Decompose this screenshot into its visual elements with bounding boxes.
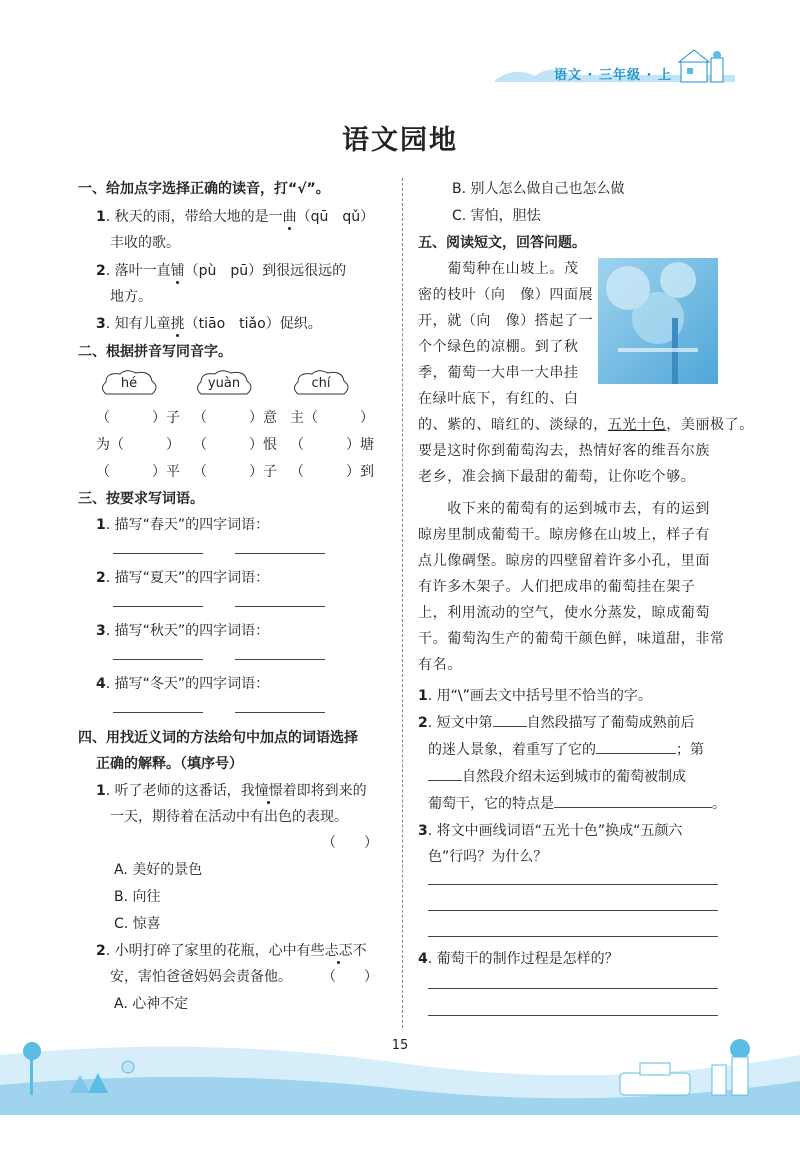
s4-question-2-cont: 安，害怕爸爸妈妈会责备他。 bbox=[110, 969, 292, 985]
homophone-cell[interactable]: （ ）子 bbox=[96, 410, 180, 426]
reading-question-2-cont: 自然段介绍未运到城市的葡萄被制成 bbox=[428, 766, 686, 786]
answer-line[interactable] bbox=[113, 553, 203, 554]
footer-wave-decoration bbox=[0, 1015, 800, 1115]
answer-line[interactable] bbox=[113, 659, 203, 660]
pinyin-cloud-he: hé bbox=[98, 368, 160, 402]
homophone-cell[interactable]: （ ）恨 bbox=[193, 437, 277, 453]
blank[interactable] bbox=[428, 780, 462, 781]
column-divider bbox=[402, 178, 403, 1028]
answer-line[interactable] bbox=[428, 884, 718, 885]
section-1-heading: 一、给加点字选择正确的读音，打“√”。 bbox=[78, 181, 330, 197]
s3-item-3: 3. 描写“秋天”的四字词语： bbox=[96, 623, 270, 639]
s3-item-4: 4. 描写“冬天”的四字词语： bbox=[96, 676, 270, 692]
answer-line[interactable] bbox=[113, 712, 203, 713]
page-title: 语文园地 bbox=[342, 125, 458, 156]
answer-line[interactable] bbox=[428, 936, 718, 937]
reading-question-3: 3. 将文中画线词语“五光十色”换成“五颜六 bbox=[418, 823, 683, 839]
s1-question-1-cont: 丰收的歌。 bbox=[110, 235, 180, 251]
reading-question-3-cont: 色”行吗？为什么？ bbox=[428, 849, 548, 865]
s1-question-2-cont: 地方。 bbox=[110, 289, 152, 305]
reading-question-2: 2. 短文中第 自然段描写了葡萄成熟前后 bbox=[418, 715, 695, 731]
section-4-heading: 四、用找近义词的方法给句中加点的词语选择 bbox=[78, 730, 358, 746]
answer-paren[interactable]: （ ） bbox=[322, 969, 378, 985]
homophone-cell[interactable]: （ ）到 bbox=[290, 464, 374, 480]
pinyin-cloud-yuan: yuàn bbox=[193, 368, 255, 402]
s1-question-2: 2. 落叶一直铺（pù pū）到很远很远的 bbox=[96, 263, 347, 279]
blank[interactable] bbox=[493, 726, 527, 727]
s4-question-1-cont: 一天，期待着在活动中有出色的表现。 bbox=[110, 809, 348, 825]
answer-line[interactable] bbox=[428, 988, 718, 989]
section-2-heading: 二、根据拼音写同音字。 bbox=[78, 344, 232, 360]
s3-item-1: 1. 描写“春天”的四字词语： bbox=[96, 517, 270, 533]
s4-question-1: 1. 听了老师的这番话，我憧憬着即将到来的 bbox=[96, 783, 367, 799]
section-3-heading: 三、按要求写词语。 bbox=[78, 491, 204, 507]
answer-line[interactable] bbox=[113, 606, 203, 607]
page-number: 15 bbox=[391, 1038, 409, 1053]
homophone-cell[interactable]: （ ）意 bbox=[193, 410, 277, 426]
option-c: C. 惊喜 bbox=[114, 916, 161, 932]
reading-question-1: 1. 用“\”画去文中括号里不恰当的字。 bbox=[418, 688, 652, 704]
homophone-cell[interactable]: 主（ ） bbox=[290, 410, 374, 426]
homophone-cell[interactable]: （ ）平 bbox=[96, 464, 180, 480]
underlined-phrase: 五光十色 bbox=[607, 417, 667, 433]
option-a: A. 美好的景色 bbox=[114, 862, 203, 878]
answer-line[interactable] bbox=[235, 553, 325, 554]
blank[interactable] bbox=[596, 753, 676, 754]
s3-item-2: 2. 描写“夏天”的四字词语： bbox=[96, 570, 270, 586]
s4-question-2: 2. 小明打碎了家里的花瓶，心中有些忐忑不 bbox=[96, 943, 367, 959]
header-grade-label: 语文 · 三年级 · 上 bbox=[554, 68, 672, 83]
s1-question-1: 1. 秋天的雨，带给大地的是一曲（qū qǔ） bbox=[96, 209, 375, 225]
section-4-heading-cont: 正确的解释。（填序号） bbox=[96, 756, 243, 772]
passage-paragraph-2: 收下来的葡萄有的运到城市去，有的运到 晾房里制成葡萄干。晾房修在山坡上，样子有 点儿像碉堡。晾房的四壁留着许多小孔，里面 有许多木架子。人们把成串的葡萄挂在架子 上，利用流动的空气，使水分蒸发，晾成葡萄 干。葡萄沟生产的葡萄干颜色鲜，味道甜，非常 有名。 bbox=[418, 501, 725, 673]
option-b: B. 向往 bbox=[114, 889, 161, 905]
reading-question-2-cont: 葡萄干，它的特点是 。 bbox=[428, 796, 726, 812]
s1-question-3: 3. 知有儿童挑（tiāo tiǎo）促织。 bbox=[96, 316, 322, 332]
reading-question-4: 4. 葡萄干的制作过程是怎样的？ bbox=[418, 951, 619, 967]
homophone-cell[interactable]: 为（ ） bbox=[96, 437, 180, 453]
pinyin-cloud-chi: chí bbox=[290, 368, 352, 402]
answer-line[interactable] bbox=[235, 606, 325, 607]
answer-line[interactable] bbox=[235, 712, 325, 713]
answer-line[interactable] bbox=[428, 910, 718, 911]
homophone-cell[interactable]: （ ）子 bbox=[193, 464, 277, 480]
answer-line[interactable] bbox=[235, 659, 325, 660]
homophone-cell[interactable]: （ ）塘 bbox=[290, 437, 374, 453]
answer-paren[interactable]: （ ） bbox=[322, 835, 378, 851]
passage-paragraph-1: 葡萄种在山坡上。茂 密的枝叶（向 像）四面展 开，就（向 像）搭起了一 个个绿色的凉棚。到了秋 季，葡萄一大串一大串挂 在绿叶底下，有红的、白 的、紫的、暗红的、淡绿的，五光十色，美丽极了。 要是这时你到葡萄沟去，热情好客的维吾尔族 老乡，准会摘下最甜的葡萄，让你吃个够。 bbox=[418, 261, 754, 485]
option-b: B. 别人怎么做自己也怎么做 bbox=[452, 181, 625, 197]
blank[interactable] bbox=[554, 807, 712, 808]
grape-trellis-photo bbox=[598, 258, 718, 384]
section-5-heading: 五、阅读短文，回答问题。 bbox=[418, 235, 586, 251]
option-a: A. 心神不定 bbox=[114, 996, 189, 1012]
option-c: C. 害怕，胆怯 bbox=[452, 208, 541, 224]
reading-question-2-cont: 的迷人景象，着重写了它的 ；第 bbox=[428, 742, 704, 758]
